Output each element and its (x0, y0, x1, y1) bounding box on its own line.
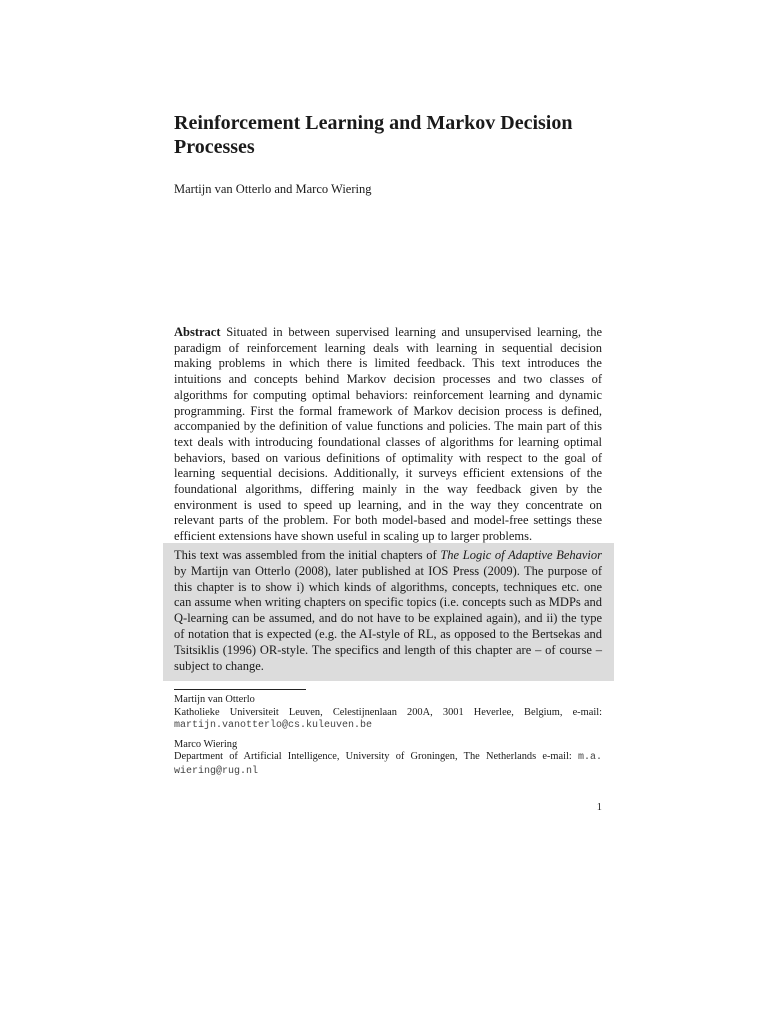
footnote-author-2 (174, 739, 602, 779)
abstract (174, 325, 602, 545)
abstract-text: Situated in between supervised learning and unsupervised learning, the paradigm of reinforcement learning deals with learning in sequential decision making problems in which there is limited feedback. This text introduces the intuitions and concepts behind Markov decision processes and two classes of algorithms for computing optimal behaviors: reinforcement learning and dynamic programming. First the formal framework of Markov decision process is defined, accompanied by the definition of value functions and policies. The main part of this text deals with introducing foundational classes of algorithms for learning optimal behaviors, based on various definitions of optimality with respect to the goal of learning sequential decisions. Additionally, it surveys efficient extensions of the foundational algorithms, differing mainly in the way feedback given by the environment is used to speed up learning, and in the way they concentrate on relevant parts of the problem. For both model-based and model-free settings these efficient extensions have shown useful in scaling up to larger problems. (174, 325, 603, 544)
footnote-email-part1[interactable]: m.a. (577, 752, 602, 764)
footnote-affiliation-line (174, 751, 602, 765)
footnote-affiliation: Katholieke Universiteit Leuven, Celestijnenlaan 200A, 3001 Heverlee, Belgium, e-mail: (174, 706, 602, 718)
footnote-author-name: Martijn van Otterlo (174, 694, 255, 705)
abstract-label: Abstract (174, 325, 221, 339)
page-number: 1 (596, 802, 602, 813)
footnote-author-name: Marco Wiering (174, 738, 238, 750)
footnote-email[interactable]: martijn.vanotterlo@cs.kuleuven.be (174, 720, 373, 732)
note-book-title: The Logic of Adaptive Behavior (440, 548, 603, 562)
footnotes (174, 694, 602, 785)
author-list: Martijn van Otterlo and Marco Wiering (174, 182, 372, 196)
footnote-rule (174, 689, 306, 690)
footnote-email-part2[interactable]: wiering@rug.nl (174, 765, 259, 777)
note-text-part1: This text was assembled from the initial chapters of (174, 548, 441, 562)
editorial-note (174, 548, 602, 674)
paper-title: Reinforcement Learning and Markov Decision Processes (174, 112, 573, 158)
note-text-part2: by Martijn van Otterlo (2008), later published at IOS Press (2009). The purpose of this chapter is to show i) which kinds of algorithms, concepts, techniques etc. one can assume when writing chapters on specific topics (i.e. concepts such as MDPs and Q-learning can be assumed, and do not have to be explained again), and ii) the type of notation that is expected (e.g. the AI-style of RL, as opposed to the Bertsekas and Tsitsiklis (1996) OR-style. The specifics and length of this chapter are – of course – subject to change. (174, 563, 602, 673)
footnote-affiliation: Department of Artificial Intelligence, University of Groningen, The Netherlands e-mail: (174, 751, 572, 763)
footnote-author-1 (174, 694, 602, 733)
